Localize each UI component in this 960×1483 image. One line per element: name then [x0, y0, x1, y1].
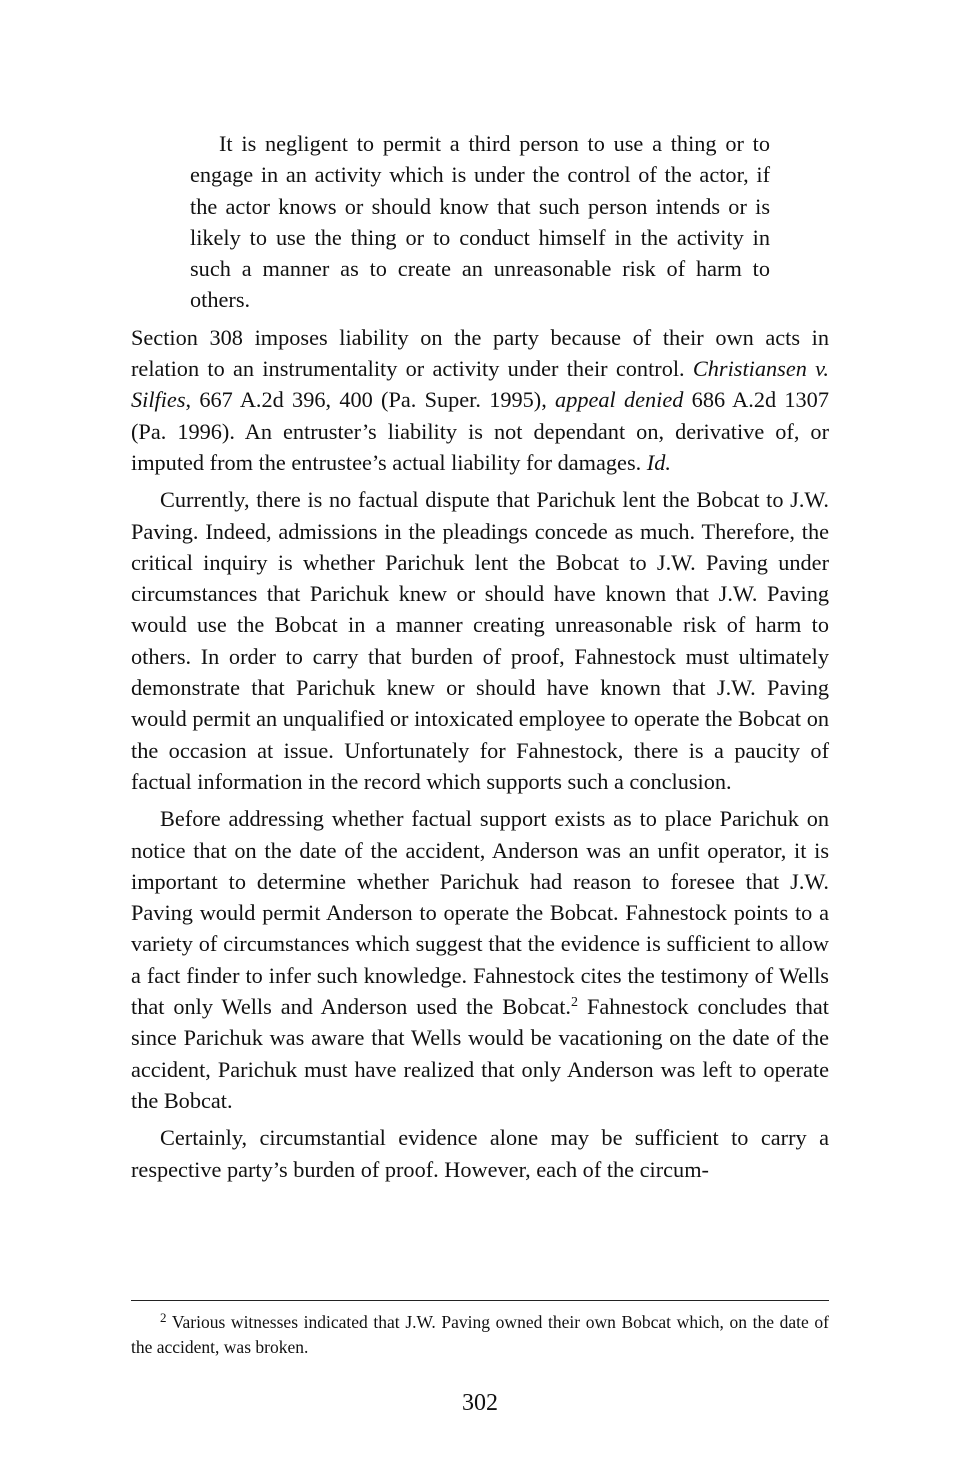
paragraph-section-308	[131, 322, 829, 478]
block-quote: It is negligent to permit a third person to use a thing or to engage in an activity which is under the control of the actor, if the actor knows or should know that such person intends or is likely to use the thing or to conduct himself in the activity in such a manner as to create an unreasonable risk of harm to others.	[190, 131, 770, 313]
paragraph-factual-dispute: Currently, there is no factual dispute that Parichuk lent the Bobcat to J.W. Paving. Indeed, admissions in the pleadings concede as much. Therefore, the critical inquiry is whether Parichuk lent the Bobcat to J.W. Paving under circumstances that Parichuk knew or should have known that J.W. Paving would use the Bobcat in a manner creating unreasonable risk of harm to others. In order to carry that burden of proof, Fahnestock must ultimately demonstrate that Parichuk knew or should have known that J.W. Paving would permit an unqualified or intoxicated employee to operate the Bobcat on the occasion at issue. Unfortunately for Fahnestock, there is a paucity of factual information in the record which supports such a conclusion.	[131, 487, 829, 794]
case-citation: Christiansen v. Silfies	[131, 356, 829, 413]
footnote-number: 2	[160, 1310, 167, 1325]
footnote-text: Various witnesses indicated that J.W. Paving owned their own Bobcat which, on the date of the accident, was broken.	[131, 1312, 829, 1357]
footnote-divider	[131, 1300, 829, 1301]
paragraph-text: Fahnestock concludes that since Parichuk was aware that Wells would be vacationing on the date of the accident, Parichuk must have realized that only Anderson was left to operate the Bobcat.	[131, 994, 829, 1113]
paragraph-text: , 667 A.2d 396, 400 (Pa. Super. 1995),	[185, 387, 556, 413]
paragraph-text: 686 A.2d 1307 (Pa. 1996). An entruster’s liability is not dependant on, derivative of, or imputed from the entrustee’s actual liability for damages.	[131, 387, 829, 475]
paragraph-text: Before addressing whether factual support exists as to place Parichuk on notice that on the date of the accident, Anderson was an unfit operator, it is important to determine whether Parichuk had reason to foresee that J.W. Paving would permit Anderson to operate the Bobcat. Fahnestock points to a variety of circumstances which suggest that the evidence is sufficient to allow a fact finder to infer such knowledge. Fahnestock cites the testimony of Wells that only Wells and Anderson used the Bobcat.	[131, 806, 829, 1020]
page-body	[131, 128, 829, 1185]
id-signal: Id.	[646, 449, 671, 475]
appeal-denied-signal: appeal denied	[555, 387, 684, 413]
paragraph-circumstantial-evidence: Certainly, circumstantial evidence alone may be sufficient to carry a respective party’s burden of proof. However, each of the circum-	[131, 1125, 829, 1182]
paragraph-text: Section 308 imposes liability on the party because of their own acts in relation to an instrumentality or activity under their control.	[131, 324, 829, 382]
footnote	[131, 1310, 829, 1359]
paragraph-foreseeability	[131, 803, 829, 1116]
page-number: 302	[462, 1390, 498, 1416]
footnote-reference[interactable]: 2	[571, 995, 579, 1011]
